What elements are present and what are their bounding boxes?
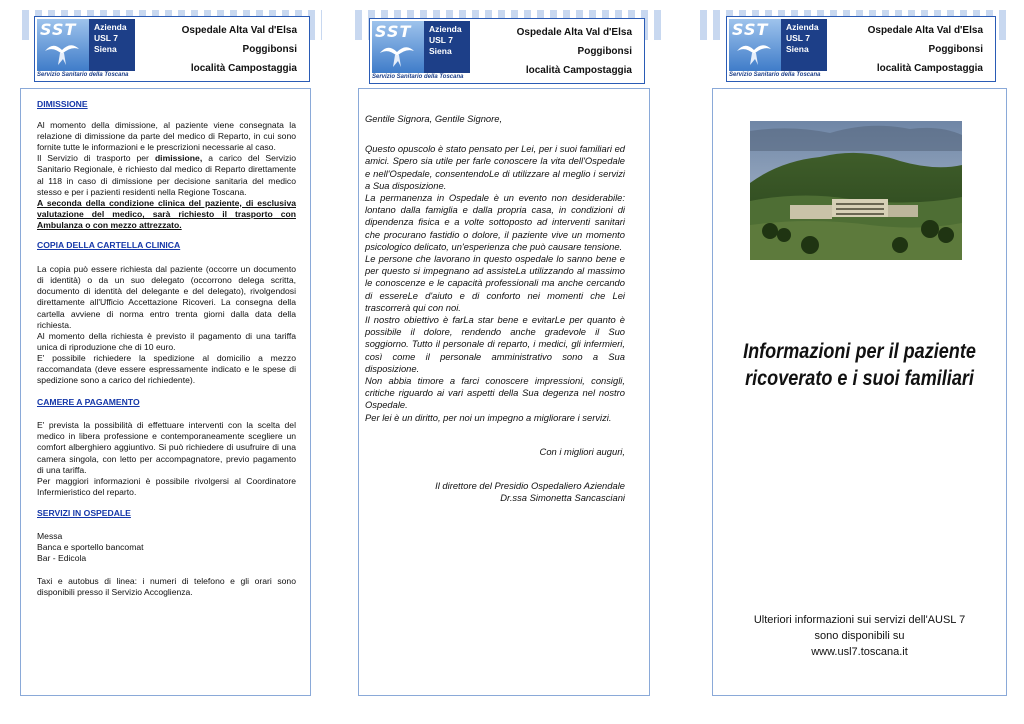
- brochure-title: Informazioni per il paziente ricoverato e i suoi familiari: [743, 340, 976, 390]
- header-middle: [355, 10, 665, 82]
- letter-paragraph: Per lei è un diritto, per noi un impegno a migliorare i servizi.: [365, 411, 612, 423]
- letter-greeting: Gentile Signora, Gentile Signore,: [365, 113, 503, 124]
- seagull-icon: [43, 37, 81, 67]
- asl-logo: SST Azienda USL 7 Siena Servizio Sanitario della Toscana: [37, 19, 143, 79]
- list-item: Banca e sportello bancomat: [37, 542, 144, 553]
- middle-panel: [358, 88, 650, 696]
- dimissione-transport-para: Il Servizio di trasporto per dimissione, a carico del Servizio Sanitario Regionale, è richiesto dal medico di Reparto direttamente al 118 in caso di dimissione per decisione sanitaria del medico stesso e per i pazienti residenti nella Regione Toscana.: [37, 153, 296, 197]
- left-panel: [20, 88, 311, 696]
- right-panel: [712, 88, 1007, 696]
- header-box: [726, 16, 996, 82]
- list-item: Bar - Edicola: [37, 553, 87, 564]
- header-box: [34, 16, 310, 82]
- camere-para: Per maggiori informazioni è possibile rivolgersi al Coordinatore Infermieristico del reparto.: [37, 475, 296, 497]
- logo-sst-text: SST: [40, 20, 77, 39]
- servizi-para: Taxi e autobus di linea: i numeri di telefono e gli orari sono disponibili presso il Servizio Accoglienza.: [37, 576, 296, 598]
- header-box: [369, 18, 645, 84]
- cartella-para: E' possibile richiedere la spedizione al domicilio a mezzo raccomandata (deve essere espressamente indicato e le spese di spedizione sono a carico del richiedente).: [37, 352, 296, 386]
- list-item: Messa: [37, 531, 63, 541]
- header-right: [700, 10, 1008, 82]
- seagull-icon: [735, 37, 773, 67]
- website-link[interactable]: www.usl7.toscana.it: [811, 646, 908, 658]
- logo-sst-text: SST: [375, 22, 412, 41]
- cartella-para: Al momento della richiesta è previsto il pagamento di una tariffa unica di riproduzione che di 10 euro.: [37, 330, 296, 352]
- cartella-para: La copia può essere richiesta dal paziente (occorre un documento di identità) o da un suo delegato (occorrono delega scritta, documento di identità del delegante e del delegato), rivolgendosi direttamente all'Ufficio Accettazione Ricoveri. La consegna della cartella avviene di norma entro trenta giorni dalla data della richiesta.: [37, 264, 296, 330]
- header-left: [22, 10, 322, 82]
- letter-paragraph: Le persone che lavorano in questo ospedale lo sanno bene e per questo si impegnano ad assisteLa utilizzando al massimo le conoscenze e le capacità professionali ma anche cercando di essereLe d'aiuto e di conforto nei momenti che Lei trascorrerà qui con noi.: [365, 253, 625, 313]
- hospital-address: Ospedale Alta Val d'Elsa Poggibonsi località Campostaggia: [181, 25, 297, 74]
- hospital-address: Ospedale Alta Val d'Elsa Poggibonsi località Campostaggia: [516, 27, 632, 76]
- letter-signature: Il direttore del Presidio Ospedaliero Aziendale: [435, 480, 625, 492]
- section-heading-cartella: COPIA DELLA CARTELLA CLINICA: [37, 240, 181, 251]
- hospital-address: Ospedale Alta Val d'Elsa Poggibonsi località Campostaggia: [867, 25, 983, 74]
- camere-para: E' prevista la possibilità di effettuare interventi con la scelta del medico in libera professione e contemporaneamente scegliere un comfort alberghiero aggiuntivo. Si può richiedere di usufruire di una camera singola, con letto per accompagnatore, previo pagamento di una tariffa.: [37, 420, 296, 475]
- welcome-letter: [365, 113, 625, 504]
- letter-closing: Con i migliori auguri,: [539, 445, 625, 457]
- section-heading-dimissione: DIMISSIONE: [37, 99, 88, 109]
- logo-sst-text: SST: [732, 20, 769, 39]
- seagull-icon: [378, 39, 416, 69]
- letter-signature: Dr.ssa Simonetta Sancasciani: [500, 492, 625, 504]
- hospital-photo: [750, 121, 962, 260]
- section-heading-servizi: SERVIZI IN OSPEDALE: [37, 507, 131, 518]
- asl-logo: SST Azienda USL 7 Siena Servizio Sanitario della Toscana: [729, 19, 835, 79]
- letter-paragraph: Il nostro obiettivo è farLa star bene e evitarLe per quanto è possibile il dolore, rendendo anche gradevole il Suo soggiorno. Tutto il personale di reparto, i medici, gli infermieri, così come il personale amministrativo sono a Sua disposizione.: [365, 314, 625, 374]
- dimissione-bold-note: A seconda della condizione clinica del paziente, di esclusiva valutazione del medico, sarà richiesto il trasporto con Ambulanza o con mezzo attrezzato.: [37, 197, 296, 230]
- letter-paragraph: Questo opuscolo è stato pensato per Lei, per i suoi familiari ed amici. Spero sia utile per farle conoscere la vita dell'Ospedale e nell'Ospedale, consentendoLe di utilizzare al meglio i servizi a Sua disposizione.: [365, 143, 625, 191]
- more-info: Ulteriori informazioni sui servizi dell'AUSL 7 sono disponibili su www.usl7.toscana.it: [713, 612, 1006, 660]
- section-heading-camere: CAMERE A PAGAMENTO: [37, 397, 140, 408]
- letter-paragraph: Non abbia timore a farci conoscere impressioni, consigli, critiche riguardo ai vari aspetti della Sua degenza nel nostro Ospedale.: [365, 375, 625, 411]
- asl-logo: SST Azienda USL 7 Siena Servizio Sanitario della Toscana: [372, 21, 478, 81]
- dimissione-para: Al momento della dimissione, al paziente viene consegnata la relazione di dimissione da parte del medico di Reparto, in cui sono fornite tutte le informazioni e le prescrizioni necessarie al caso.: [37, 120, 296, 153]
- letter-paragraph: La permanenza in Ospedale è un evento non desiderabile: lontano dalla famiglia e dalla propria casa, in condizioni di dipendenza fisica e a volte sottoposto ad interventi sanitari che procurano fastidio o dolore, il paziente vive un momento psicologico delicato, un'esperienza che può causare tensione.: [365, 192, 625, 252]
